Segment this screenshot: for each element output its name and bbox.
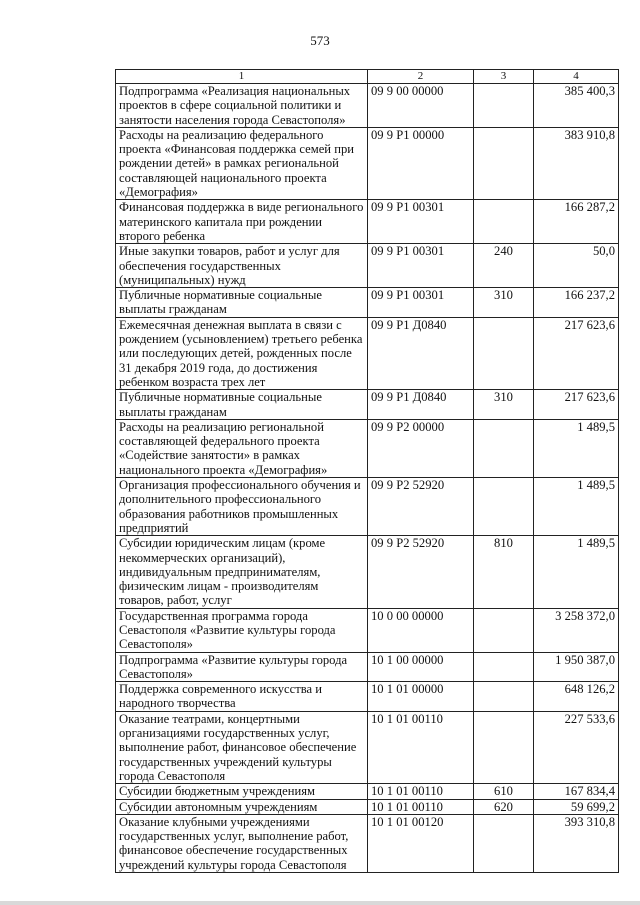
row-amount: 383 910,8 bbox=[534, 127, 619, 199]
row-code: 09 9 Р1 00301 bbox=[368, 288, 474, 318]
row-type bbox=[474, 711, 534, 783]
table-row bbox=[116, 419, 619, 477]
table-row bbox=[116, 608, 619, 652]
header-amount: 4 bbox=[534, 70, 619, 84]
row-code: 09 9 Р1 00000 bbox=[368, 127, 474, 199]
row-type bbox=[474, 127, 534, 199]
row-code: 10 1 01 00000 bbox=[368, 682, 474, 712]
table-header-row bbox=[116, 70, 619, 84]
row-name: Государственная программа города Севастополя «Развитие культуры города Севастополя» bbox=[116, 608, 368, 652]
table-row bbox=[116, 127, 619, 199]
row-type bbox=[474, 608, 534, 652]
row-name: Субсидии автономным учреждениям bbox=[116, 799, 368, 814]
row-type bbox=[474, 682, 534, 712]
table-row bbox=[116, 288, 619, 318]
table-row bbox=[116, 390, 619, 420]
row-type: 310 bbox=[474, 390, 534, 420]
row-type: 810 bbox=[474, 536, 534, 608]
row-code: 09 9 Р1 Д0840 bbox=[368, 317, 474, 389]
row-name: Подпрограмма «Реализация национальных проектов в сфере социальной политики и занятости населения города Севастополя» bbox=[116, 84, 368, 128]
row-name: Подпрограмма «Развитие культуры города Севастополя» bbox=[116, 652, 368, 682]
row-code: 09 9 Р2 52920 bbox=[368, 536, 474, 608]
row-amount: 50,0 bbox=[534, 244, 619, 288]
row-amount: 166 287,2 bbox=[534, 200, 619, 244]
row-code: 10 1 00 00000 bbox=[368, 652, 474, 682]
row-amount: 1 950 387,0 bbox=[534, 652, 619, 682]
table-row bbox=[116, 784, 619, 799]
row-code: 10 1 01 00110 bbox=[368, 799, 474, 814]
row-type bbox=[474, 84, 534, 128]
header-code: 2 bbox=[368, 70, 474, 84]
row-name: Ежемесячная денежная выплата в связи с рождением (усыновлением) третьего ребенка или последующих детей, рожденных после 31 декабря 2019 года, до достижения ребенком возраста трех лет bbox=[116, 317, 368, 389]
row-name: Иные закупки товаров, работ и услуг для обеспечения государственных (муниципальных) нужд bbox=[116, 244, 368, 288]
row-code: 09 9 Р1 00301 bbox=[368, 244, 474, 288]
table-row bbox=[116, 200, 619, 244]
row-type bbox=[474, 478, 534, 536]
page-bottom-edge bbox=[0, 901, 640, 905]
row-code: 09 9 Р2 00000 bbox=[368, 419, 474, 477]
row-name: Публичные нормативные социальные выплаты гражданам bbox=[116, 390, 368, 420]
row-code: 09 9 Р1 Д0840 bbox=[368, 390, 474, 420]
row-amount: 217 623,6 bbox=[534, 317, 619, 389]
row-type bbox=[474, 200, 534, 244]
row-name: Расходы на реализацию региональной составляющей федерального проекта «Содействие занятости» в рамках национального проекта «Демография» bbox=[116, 419, 368, 477]
row-code: 10 1 01 00110 bbox=[368, 784, 474, 799]
table-row bbox=[116, 682, 619, 712]
row-code: 10 1 01 00110 bbox=[368, 711, 474, 783]
table-row bbox=[116, 536, 619, 608]
row-code: 10 0 00 00000 bbox=[368, 608, 474, 652]
row-name: Финансовая поддержка в виде регионального материнского капитала при рождении второго ребенка bbox=[116, 200, 368, 244]
row-amount: 167 834,4 bbox=[534, 784, 619, 799]
row-name: Субсидии бюджетным учреждениям bbox=[116, 784, 368, 799]
row-code: 09 9 Р2 52920 bbox=[368, 478, 474, 536]
row-name: Публичные нормативные социальные выплаты гражданам bbox=[116, 288, 368, 318]
row-type: 620 bbox=[474, 799, 534, 814]
table-row bbox=[116, 814, 619, 872]
row-type: 240 bbox=[474, 244, 534, 288]
table-row bbox=[116, 244, 619, 288]
row-amount: 648 126,2 bbox=[534, 682, 619, 712]
table-row bbox=[116, 317, 619, 389]
row-amount: 1 489,5 bbox=[534, 419, 619, 477]
table-row bbox=[116, 84, 619, 128]
row-type: 610 bbox=[474, 784, 534, 799]
row-name: Организация профессионального обучения и дополнительного профессионального образования работников промышленных предприятий bbox=[116, 478, 368, 536]
table-row bbox=[116, 478, 619, 536]
row-type bbox=[474, 652, 534, 682]
row-amount: 1 489,5 bbox=[534, 536, 619, 608]
row-name: Оказание театрами, концертными организациями государственных услуг, выполнение работ, финансовое обеспечение государственных учреждений культуры города Севастополя bbox=[116, 711, 368, 783]
row-name: Расходы на реализацию федерального проекта «Финансовая поддержка семей при рождении детей» в рамках региональной составляющей национального проекта «Демография» bbox=[116, 127, 368, 199]
row-amount: 1 489,5 bbox=[534, 478, 619, 536]
row-amount: 3 258 372,0 bbox=[534, 608, 619, 652]
row-type bbox=[474, 317, 534, 389]
row-amount: 59 699,2 bbox=[534, 799, 619, 814]
row-type bbox=[474, 419, 534, 477]
table-row bbox=[116, 711, 619, 783]
header-type: 3 bbox=[474, 70, 534, 84]
row-type: 310 bbox=[474, 288, 534, 318]
budget-table bbox=[115, 69, 619, 873]
row-amount: 393 310,8 bbox=[534, 814, 619, 872]
page-number: 573 bbox=[310, 33, 330, 48]
row-amount: 217 623,6 bbox=[534, 390, 619, 420]
row-type bbox=[474, 814, 534, 872]
row-name: Субсидии юридическим лицам (кроме некоммерческих организаций), индивидуальным предпринимателям, физическим лицам - производителям товаров, работ, услуг bbox=[116, 536, 368, 608]
row-name: Поддержка современного искусства и народного творчества bbox=[116, 682, 368, 712]
row-amount: 385 400,3 bbox=[534, 84, 619, 128]
row-name: Оказание клубными учреждениями государственных услуг, выполнение работ, финансовое обеспечение государственных учреждений культуры города Севастополя bbox=[116, 814, 368, 872]
table-row bbox=[116, 652, 619, 682]
row-amount: 166 237,2 bbox=[534, 288, 619, 318]
row-code: 09 9 00 00000 bbox=[368, 84, 474, 128]
table-row bbox=[116, 799, 619, 814]
row-code: 10 1 01 00120 bbox=[368, 814, 474, 872]
header-name: 1 bbox=[116, 70, 368, 84]
row-amount: 227 533,6 bbox=[534, 711, 619, 783]
row-code: 09 9 Р1 00301 bbox=[368, 200, 474, 244]
